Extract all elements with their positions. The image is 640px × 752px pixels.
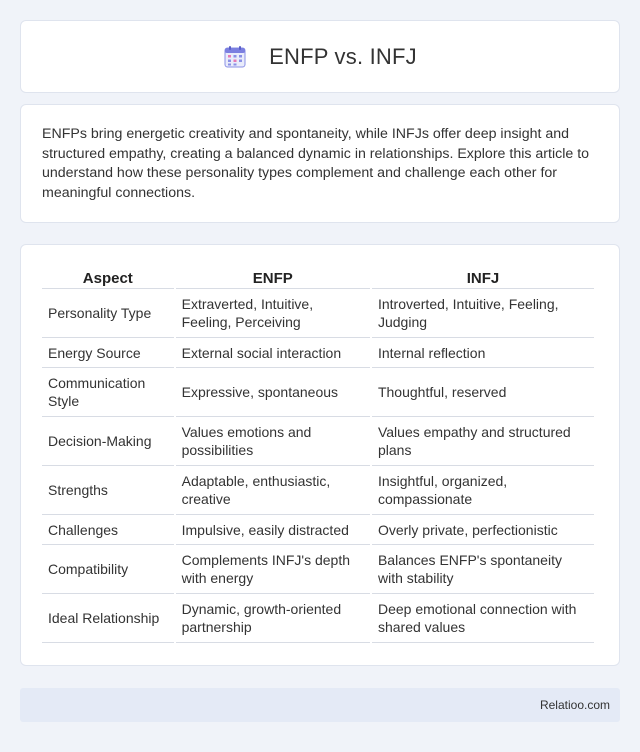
table-row xyxy=(42,466,594,515)
table-row xyxy=(42,594,594,643)
infj-cell: Introverted, Intuitive, Feeling, Judging xyxy=(372,289,594,338)
footer-bar xyxy=(20,688,620,722)
enfp-cell: Extraverted, Intuitive, Feeling, Perceiving xyxy=(176,289,370,338)
enfp-cell: Adaptable, enthusiastic, creative xyxy=(176,466,370,515)
infj-cell: Deep emotional connection with shared values xyxy=(372,594,594,643)
enfp-cell: Dynamic, growth-oriented partnership xyxy=(176,594,370,643)
enfp-cell: External social interaction xyxy=(176,338,370,368)
column-header-enfp: ENFP xyxy=(176,265,370,289)
aspect-cell: Personality Type xyxy=(42,289,174,338)
aspect-cell: Energy Source xyxy=(42,338,174,368)
infj-cell: Values empathy and structured plans xyxy=(372,417,594,466)
column-header-infj: INFJ xyxy=(372,265,594,289)
comparison-table xyxy=(40,265,596,643)
enfp-cell: Complements INFJ's depth with energy xyxy=(176,545,370,594)
infj-cell: Internal reflection xyxy=(372,338,594,368)
intro-card xyxy=(20,104,620,223)
footer-brand[interactable]: Relatioo.com xyxy=(539,698,610,712)
aspect-cell: Strengths xyxy=(42,466,174,515)
table-header-row xyxy=(42,265,594,289)
comparison-card xyxy=(20,244,620,666)
column-header-aspect: Aspect xyxy=(42,265,174,289)
table-row xyxy=(42,338,594,368)
title-card xyxy=(20,20,620,93)
enfp-cell: Values emotions and possibilities xyxy=(176,417,370,466)
aspect-cell: Decision-Making xyxy=(42,417,174,466)
infj-cell: Balances ENFP's spontaneity with stability xyxy=(372,545,594,594)
table-row xyxy=(42,289,594,338)
table-row xyxy=(42,368,594,417)
enfp-cell: Expressive, spontaneous xyxy=(176,368,370,417)
aspect-cell: Challenges xyxy=(42,515,174,545)
aspect-cell: Ideal Relationship xyxy=(42,594,174,643)
table-row xyxy=(42,545,594,594)
aspect-cell: Communication Style xyxy=(42,368,174,417)
infj-cell: Thoughtful, reserved xyxy=(372,368,594,417)
infj-cell: Overly private, perfectionistic xyxy=(372,515,594,545)
enfp-cell: Impulsive, easily distracted xyxy=(176,515,370,545)
aspect-cell: Compatibility xyxy=(42,545,174,594)
intro-text: ENFPs bring energetic creativity and spontaneity, while INFJs offer deep insight and structured empathy, creating a balanced dynamic in relationships. Explore this article to understand how these personality types complement and challenge each other for meaningful connections. xyxy=(42,126,590,201)
infj-cell: Insightful, organized, compassionate xyxy=(372,466,594,515)
table-row xyxy=(42,515,594,545)
calendar-icon xyxy=(223,45,247,69)
page-title: ENFP vs. INFJ xyxy=(269,43,417,69)
table-row xyxy=(42,417,594,466)
